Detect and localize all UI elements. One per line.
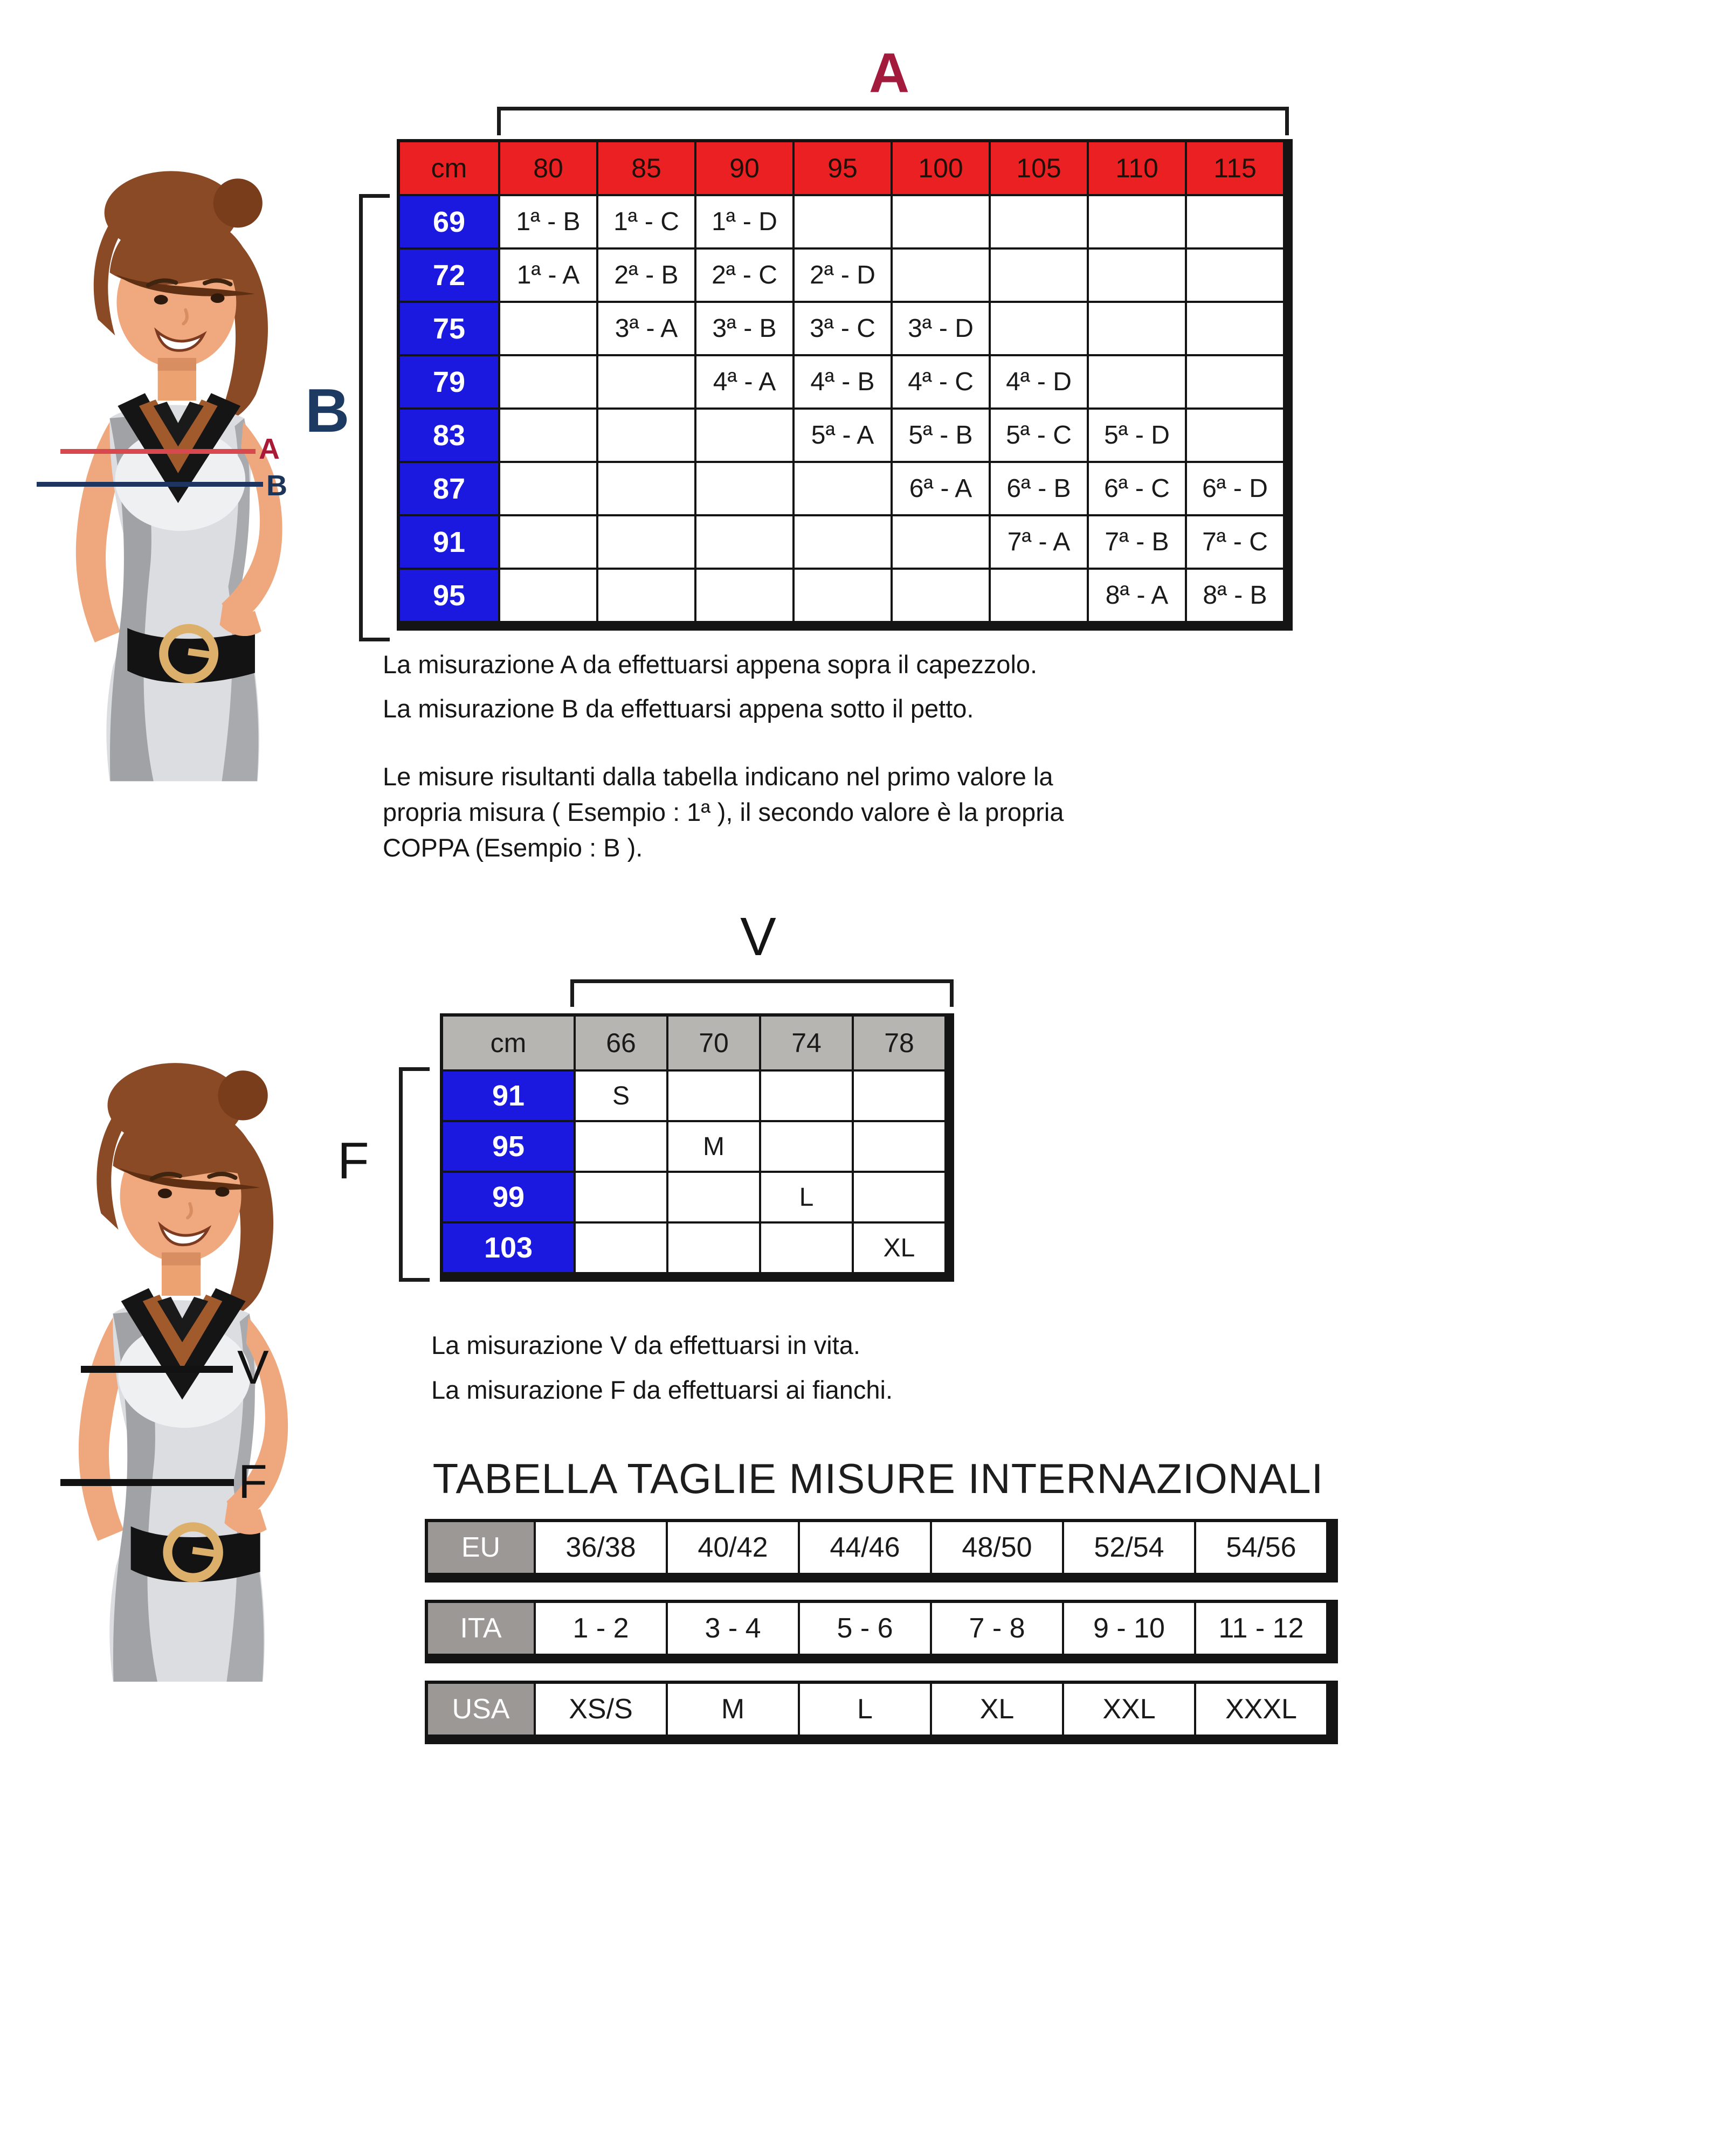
bracket-v-top (570, 979, 954, 1007)
region-label-cell: EU (428, 1522, 534, 1573)
size-cell (761, 1224, 852, 1272)
size-cell (1187, 196, 1283, 247)
size-cell: 6ª - C (1089, 463, 1185, 514)
paragraph-line: COPPA (Esempio : B ). (383, 833, 643, 862)
intl-size-cell: 52/54 (1064, 1522, 1194, 1573)
size-cell (598, 570, 694, 621)
paragraph-line: propria misura ( Esempio : 1ª ), il secondo valore è la propria (383, 798, 1064, 826)
row-header-cell: 91 (400, 516, 498, 568)
international-sizes-title: TABELLA TAGLIE MISURE INTERNAZIONALI (432, 1455, 1324, 1502)
paragraph-line: Le misure risultanti dalla tabella indicano nel primo valore la (383, 762, 1053, 791)
size-cell (598, 516, 694, 568)
intl-size-cell: 1 - 2 (536, 1603, 666, 1654)
size-cell (696, 516, 792, 568)
intl-size-cell: 7 - 8 (932, 1603, 1062, 1654)
face (110, 214, 257, 368)
size-cell (795, 516, 891, 568)
column-header-cell: 66 (576, 1017, 666, 1069)
size-cell: 5ª - C (991, 410, 1087, 461)
size-cell (991, 303, 1087, 354)
intl-size-cell: XS/S (536, 1684, 666, 1735)
size-cell (854, 1173, 944, 1221)
intl-size-cell: 48/50 (932, 1522, 1062, 1573)
size-cell: 6ª - D (1187, 463, 1283, 514)
size-cell: 6ª - B (991, 463, 1087, 514)
unit-header-cell: cm (443, 1017, 574, 1069)
size-cell: L (761, 1173, 852, 1221)
waist-line-label-v: V (237, 1340, 269, 1394)
intl-size-row-usa (425, 1681, 1338, 1744)
size-cell: 4ª - A (696, 356, 792, 407)
column-header-cell: 85 (598, 142, 694, 194)
bracket-a-top (497, 107, 1289, 135)
size-cell: 1ª - C (598, 196, 694, 247)
intl-size-cell: XXXL (1196, 1684, 1326, 1735)
size-cell (598, 356, 694, 407)
hips-line-label-f: F (238, 1455, 267, 1508)
waist-hips-size-table (440, 1013, 954, 1282)
size-cell (893, 196, 989, 247)
size-cell (668, 1173, 759, 1221)
hips-measure-line-f (60, 1479, 234, 1486)
size-cell (576, 1122, 666, 1171)
row-header-cell: 83 (400, 410, 498, 461)
row-header-cell: 87 (400, 463, 498, 514)
size-cell (893, 570, 989, 621)
column-header-cell: 74 (761, 1017, 852, 1069)
size-cell (576, 1173, 666, 1221)
bra-size-table (397, 139, 1293, 631)
size-cell (795, 570, 891, 621)
size-cell: 7ª - C (1187, 516, 1283, 568)
intl-size-cell: 44/46 (800, 1522, 930, 1573)
intl-size-cell: 9 - 10 (1064, 1603, 1194, 1654)
size-cell (854, 1122, 944, 1171)
bracket-label-f: F (337, 1132, 369, 1190)
intl-size-cell: 3 - 4 (668, 1603, 798, 1654)
face (113, 1107, 263, 1262)
intl-size-cell: XL (932, 1684, 1062, 1735)
intl-size-cell: 54/56 (1196, 1522, 1326, 1573)
size-cell (1089, 303, 1185, 354)
size-cell (893, 516, 989, 568)
underbust-measure-line-b (37, 482, 263, 487)
column-header-cell: 78 (854, 1017, 944, 1069)
column-header-cell: 70 (668, 1017, 759, 1069)
size-cell: 1ª - A (500, 250, 596, 301)
size-cell: XL (854, 1224, 944, 1272)
size-cell (500, 570, 596, 621)
size-cell (668, 1224, 759, 1272)
region-label-cell: USA (428, 1684, 534, 1735)
size-cell (696, 570, 792, 621)
intl-size-cell: 40/42 (668, 1522, 798, 1573)
note-measure-v: La misurazione V da effettuarsi in vita. (431, 1331, 860, 1359)
size-cell (1187, 250, 1283, 301)
column-header-cell: 95 (795, 142, 891, 194)
size-cell (1089, 356, 1185, 407)
waist-measure-line-v (81, 1366, 233, 1373)
size-cell: 2ª - C (696, 250, 792, 301)
row-header-cell: 103 (443, 1224, 574, 1272)
size-cell (696, 410, 792, 461)
cup-explanation-paragraph (383, 759, 1064, 866)
size-cell (696, 463, 792, 514)
size-cell (668, 1072, 759, 1120)
size-cell: 5ª - D (1089, 410, 1185, 461)
row-header-cell: 69 (400, 196, 498, 247)
size-cell (761, 1072, 852, 1120)
size-cell (991, 250, 1087, 301)
size-cell: 7ª - B (1089, 516, 1185, 568)
row-header-cell: 95 (400, 570, 498, 621)
size-cell (991, 196, 1087, 247)
row-header-cell: 72 (400, 250, 498, 301)
size-cell (500, 303, 596, 354)
size-cell: 8ª - B (1187, 570, 1283, 621)
bracket-label-v: V (740, 907, 776, 967)
column-header-cell: 90 (696, 142, 792, 194)
size-cell: 1ª - D (696, 196, 792, 247)
row-header-cell: 75 (400, 303, 498, 354)
size-cell (1187, 303, 1283, 354)
intl-size-cell: 36/38 (536, 1522, 666, 1573)
region-label-cell: ITA (428, 1603, 534, 1654)
bracket-label-b: B (305, 377, 350, 445)
size-cell: 5ª - B (893, 410, 989, 461)
size-cell: 5ª - A (795, 410, 891, 461)
column-header-cell: 80 (500, 142, 596, 194)
size-cell (576, 1224, 666, 1272)
column-header-cell: 105 (991, 142, 1087, 194)
neck (162, 1253, 201, 1296)
column-header-cell: 100 (893, 142, 989, 194)
intl-size-row-ita (425, 1600, 1338, 1663)
size-cell (500, 516, 596, 568)
bust-line-label-a: A (259, 433, 280, 465)
size-cell (1089, 250, 1185, 301)
size-cell: 4ª - B (795, 356, 891, 407)
neck (158, 358, 196, 400)
note-measure-f: La misurazione F da effettuarsi ai fianchi. (431, 1376, 893, 1404)
size-cell (795, 463, 891, 514)
size-cell (991, 570, 1087, 621)
row-header-cell: 79 (400, 356, 498, 407)
size-cell (500, 410, 596, 461)
bracket-b-left (359, 194, 390, 641)
size-cell: 2ª - B (598, 250, 694, 301)
intl-size-cell: 11 - 12 (1196, 1603, 1326, 1654)
size-cell: 3ª - D (893, 303, 989, 354)
size-cell: 8ª - A (1089, 570, 1185, 621)
note-measure-b: La misurazione B da effettuarsi appena sotto il petto. (383, 694, 974, 723)
size-cell: 6ª - A (893, 463, 989, 514)
size-cell: 2ª - D (795, 250, 891, 301)
size-cell (500, 463, 596, 514)
intl-size-cell: XXL (1064, 1684, 1194, 1735)
size-cell (761, 1122, 852, 1171)
column-header-cell: 115 (1187, 142, 1283, 194)
row-header-cell: 91 (443, 1072, 574, 1120)
size-cell (1187, 410, 1283, 461)
size-cell (795, 196, 891, 247)
size-cell (1187, 356, 1283, 407)
size-cell (854, 1072, 944, 1120)
column-header-cell: 110 (1089, 142, 1185, 194)
size-cell: S (576, 1072, 666, 1120)
woman-figure-bust-illustration (30, 156, 307, 784)
size-cell: 7ª - A (991, 516, 1087, 568)
bracket-f-left (399, 1067, 430, 1282)
note-measure-a: La misurazione A da effettuarsi appena sopra il capezzolo. (383, 650, 1038, 679)
size-cell: 4ª - D (991, 356, 1087, 407)
intl-size-cell: 5 - 6 (800, 1603, 930, 1654)
intl-size-cell: M (668, 1684, 798, 1735)
size-cell: 4ª - C (893, 356, 989, 407)
size-cell (598, 410, 694, 461)
size-cell (500, 356, 596, 407)
size-cell (893, 250, 989, 301)
intl-size-row-eu (425, 1519, 1338, 1583)
size-cell: 3ª - B (696, 303, 792, 354)
size-cell: 3ª - C (795, 303, 891, 354)
size-cell (1089, 196, 1185, 247)
size-cell: M (668, 1122, 759, 1171)
size-cell (598, 463, 694, 514)
bust-measure-line-a (60, 449, 256, 454)
unit-header-cell: cm (400, 142, 498, 194)
woman-illustration-svg (30, 156, 307, 784)
bracket-label-a: A (868, 42, 910, 105)
size-cell: 3ª - A (598, 303, 694, 354)
row-header-cell: 95 (443, 1122, 574, 1171)
underbust-line-label-b: B (266, 469, 287, 502)
size-cell: 1ª - B (500, 196, 596, 247)
intl-size-cell: L (800, 1684, 930, 1735)
row-header-cell: 99 (443, 1173, 574, 1221)
